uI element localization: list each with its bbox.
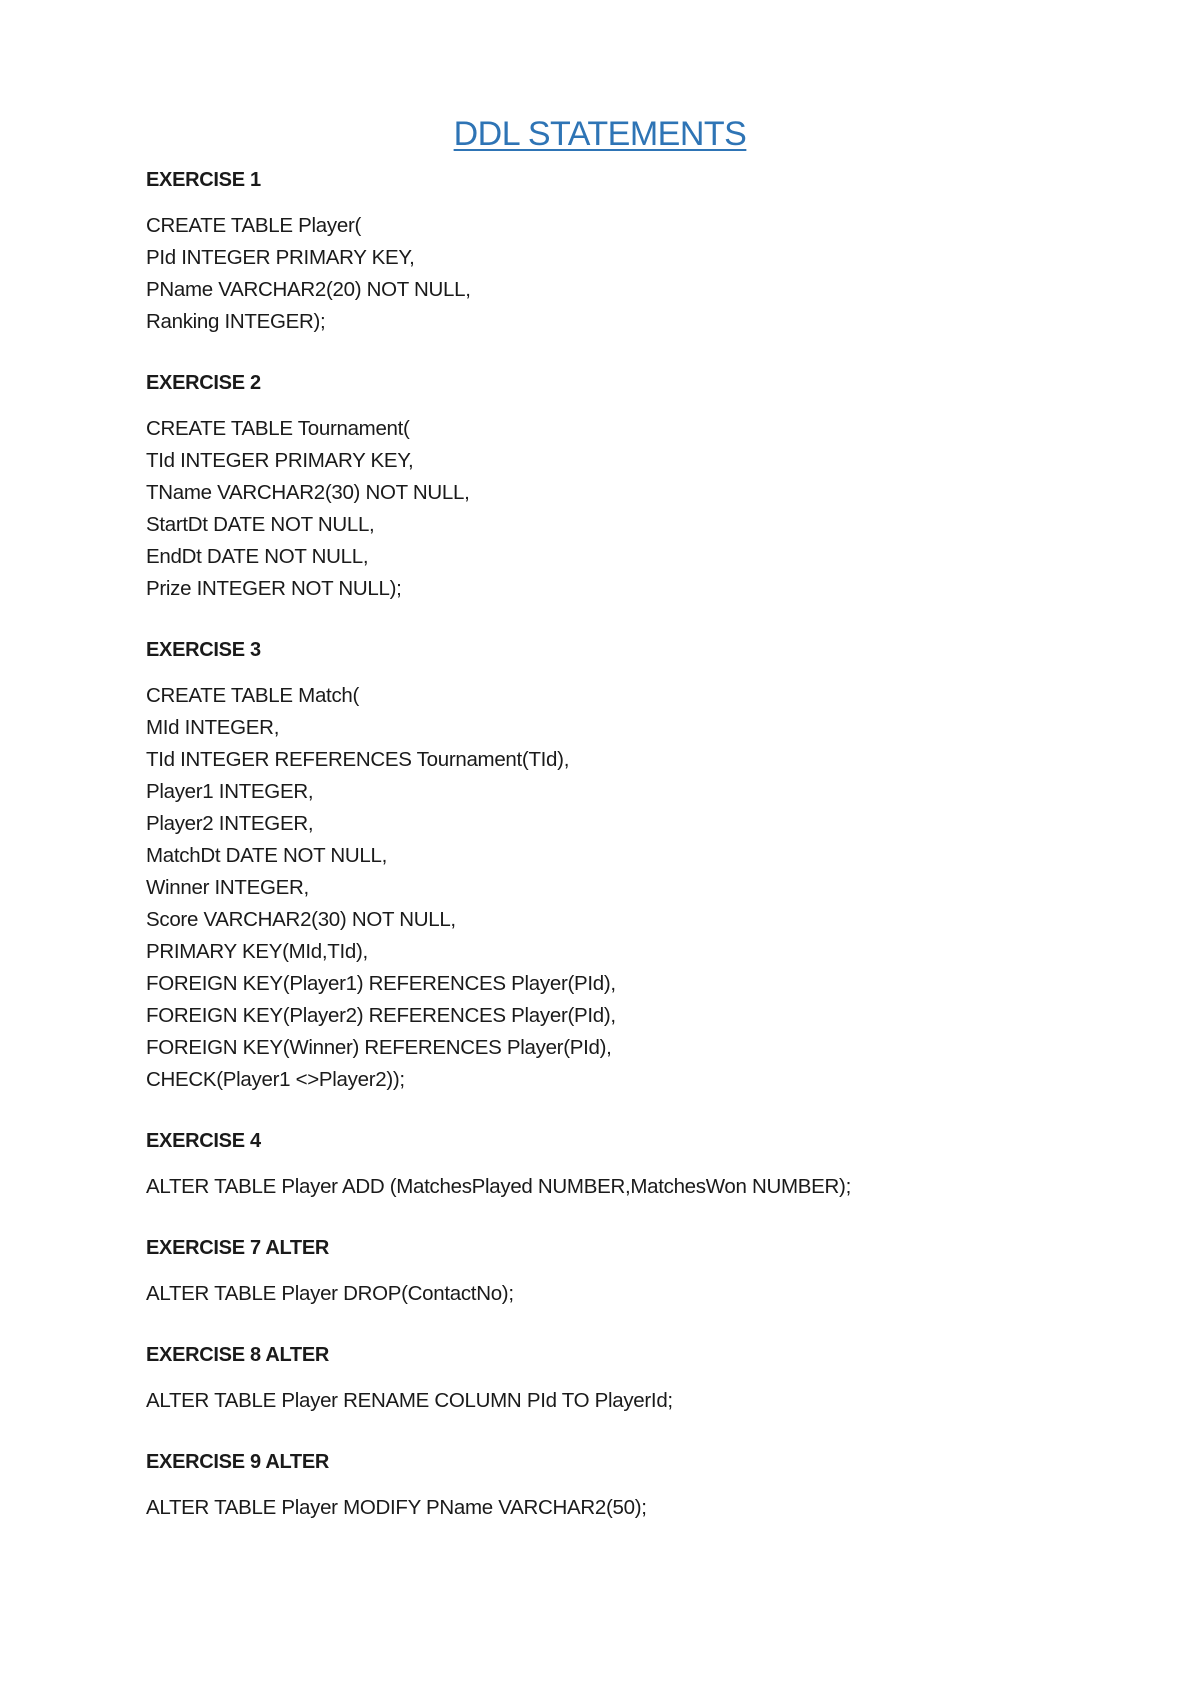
exercise-heading: EXERCISE 9 ALTER — [146, 1451, 330, 1473]
exercise-heading: EXERCISE 1 — [146, 169, 261, 191]
exercise-heading: EXERCISE 2 — [146, 372, 261, 394]
sql-line: CREATE TABLE Match( — [146, 684, 360, 707]
sql-line: FOREIGN KEY(Player2) REFERENCES Player(PId), — [146, 1004, 616, 1027]
sql-line: TId INTEGER PRIMARY KEY, — [146, 449, 414, 472]
sql-line: Winner INTEGER, — [146, 876, 309, 899]
sql-line: ALTER TABLE Player MODIFY PName VARCHAR2(50); — [146, 1496, 647, 1519]
sql-line: Player2 INTEGER, — [146, 812, 314, 835]
sql-line: CREATE TABLE Player( — [146, 214, 362, 237]
sql-line: StartDt DATE NOT NULL, — [146, 513, 375, 536]
sql-line: CHECK(Player1 <>Player2)); — [146, 1068, 405, 1091]
exercise-heading: EXERCISE 4 — [146, 1130, 261, 1152]
sql-line: PRIMARY KEY(MId,TId), — [146, 940, 368, 963]
document-title: DDL STATEMENTS — [453, 115, 747, 153]
exercise-9-section — [146, 1446, 1126, 1524]
sql-line: MId INTEGER, — [146, 716, 280, 739]
exercise-4-section — [146, 1125, 1126, 1203]
document-body — [146, 164, 1126, 1524]
exercise-8-section — [146, 1339, 1126, 1417]
exercise-heading: EXERCISE 7 ALTER — [146, 1237, 330, 1259]
sql-line: FOREIGN KEY(Player1) REFERENCES Player(PId), — [146, 972, 616, 995]
sql-line: Prize INTEGER NOT NULL); — [146, 577, 402, 600]
exercise-1-section — [146, 164, 1126, 338]
sql-line: ALTER TABLE Player RENAME COLUMN PId TO PlayerId; — [146, 1389, 673, 1412]
exercise-3-section — [146, 634, 1126, 1096]
sql-line: FOREIGN KEY(Winner) REFERENCES Player(PId), — [146, 1036, 612, 1059]
sql-line: Score VARCHAR2(30) NOT NULL, — [146, 908, 456, 931]
sql-line: PId INTEGER PRIMARY KEY, — [146, 246, 415, 269]
sql-line: PName VARCHAR2(20) NOT NULL, — [146, 278, 471, 301]
exercise-heading: EXERCISE 8 ALTER — [146, 1344, 330, 1366]
sql-line: ALTER TABLE Player ADD (MatchesPlayed NUMBER,MatchesWon NUMBER); — [146, 1175, 851, 1198]
sql-line: MatchDt DATE NOT NULL, — [146, 844, 387, 867]
exercise-heading: EXERCISE 3 — [146, 639, 261, 661]
sql-line: EndDt DATE NOT NULL, — [146, 545, 369, 568]
exercise-7-section — [146, 1232, 1126, 1310]
sql-line: ALTER TABLE Player DROP(ContactNo); — [146, 1282, 514, 1305]
sql-line: Ranking INTEGER); — [146, 310, 326, 333]
sql-line: Player1 INTEGER, — [146, 780, 314, 803]
exercise-2-section — [146, 367, 1126, 605]
sql-line: CREATE TABLE Tournament( — [146, 417, 410, 440]
sql-line: TId INTEGER REFERENCES Tournament(TId), — [146, 748, 570, 771]
sql-line: TName VARCHAR2(30) NOT NULL, — [146, 481, 470, 504]
